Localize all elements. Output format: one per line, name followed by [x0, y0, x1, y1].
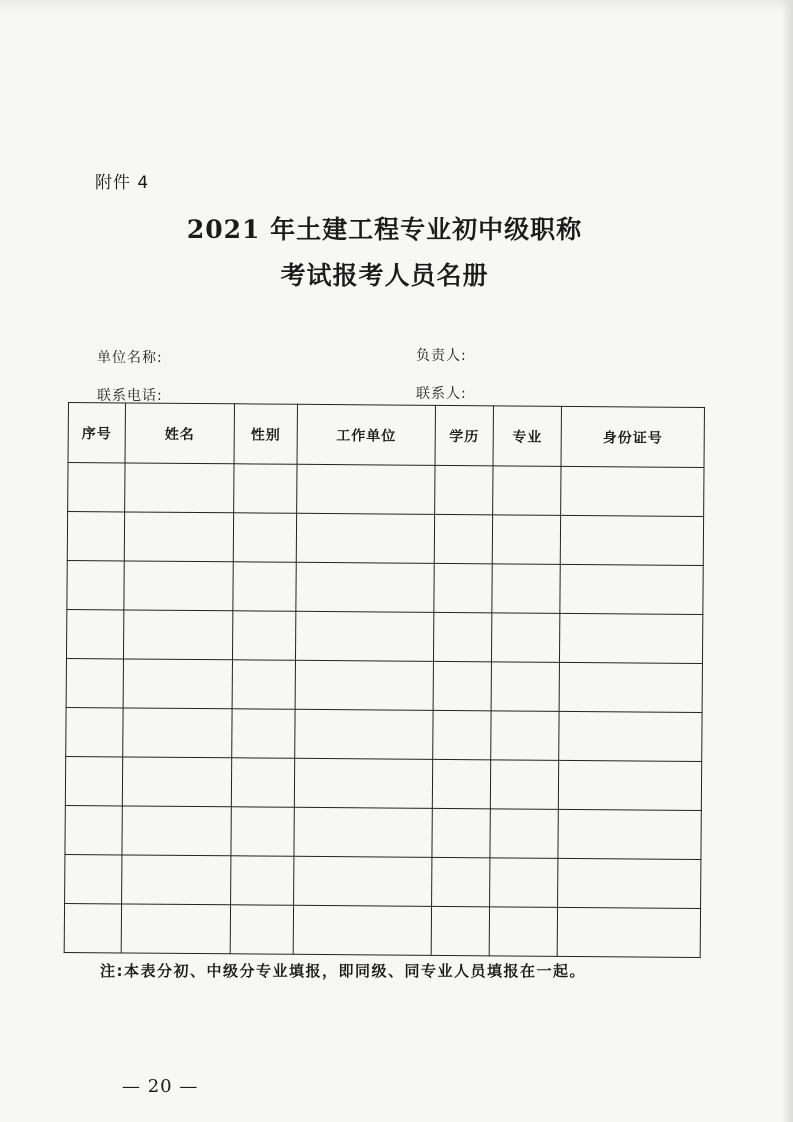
table-cell[interactable] — [492, 515, 560, 565]
table-cell[interactable] — [558, 760, 701, 810]
table-cell[interactable] — [491, 613, 559, 663]
table-cell[interactable] — [296, 562, 434, 612]
column-header: 身份证号 — [561, 406, 704, 467]
scan-edge-shadow-right — [781, 0, 793, 1122]
table-cell[interactable] — [490, 760, 558, 810]
table-cell[interactable] — [560, 564, 703, 614]
table-row — [65, 805, 701, 859]
roster-table-container — [64, 402, 710, 957]
table-cell[interactable] — [65, 756, 122, 805]
table-cell[interactable] — [231, 807, 294, 856]
table-cell[interactable] — [125, 463, 234, 513]
table-cell[interactable] — [433, 612, 491, 661]
table-cell[interactable] — [293, 905, 431, 955]
table-cell[interactable] — [559, 613, 702, 663]
table-cell[interactable] — [433, 710, 491, 759]
table-cell[interactable] — [432, 808, 490, 857]
contact-person-label: 联系人: — [416, 386, 467, 402]
page-number: — 20 — — [122, 1076, 199, 1097]
table-row — [68, 463, 704, 517]
table-cell[interactable] — [559, 662, 702, 712]
unit-name-label: 单位名称: — [97, 350, 163, 366]
table-cell[interactable] — [66, 658, 123, 707]
table-cell[interactable] — [67, 560, 124, 609]
table-cell[interactable] — [297, 464, 435, 514]
table-cell[interactable] — [434, 563, 492, 612]
table-cell[interactable] — [64, 903, 121, 952]
table-cell[interactable] — [124, 561, 233, 611]
table-cell[interactable] — [294, 856, 432, 906]
table-note: 注:本表分初、中级分专业填报，即同级、同专业人员填报在一起。 — [100, 962, 587, 980]
table-header — [68, 403, 704, 468]
table-cell[interactable] — [560, 515, 703, 565]
table-cell[interactable] — [66, 707, 123, 756]
table-body — [64, 463, 704, 958]
scan-edge-shadow — [0, 0, 793, 14]
table-cell[interactable] — [296, 513, 434, 563]
column-header: 性别 — [234, 404, 297, 464]
column-header: 工作单位 — [297, 404, 435, 465]
table-cell[interactable] — [65, 854, 122, 903]
column-header: 专业 — [493, 406, 561, 467]
table-cell[interactable] — [490, 809, 558, 859]
roster-table — [64, 402, 705, 958]
table-cell[interactable] — [490, 858, 558, 908]
column-header: 姓名 — [125, 403, 234, 464]
document-title-line-2: 考试报考人员名册 — [280, 261, 489, 290]
table-row — [66, 707, 702, 761]
table-cell[interactable] — [68, 463, 125, 512]
document-title-line-1: 2021 年土建工程专业初中级职称 — [186, 215, 583, 244]
attachment-label: 附件 4 — [95, 173, 150, 193]
table-cell[interactable] — [559, 711, 702, 761]
table-cell[interactable] — [232, 709, 295, 758]
table-cell[interactable] — [491, 662, 559, 712]
table-row — [67, 512, 703, 566]
table-row — [66, 609, 702, 663]
table-cell[interactable] — [121, 904, 230, 954]
table-cell[interactable] — [432, 857, 490, 906]
table-cell[interactable] — [294, 807, 432, 857]
table-cell[interactable] — [123, 610, 232, 660]
header-row — [68, 403, 704, 468]
table-cell[interactable] — [434, 514, 492, 563]
table-cell[interactable] — [558, 809, 701, 859]
table-cell[interactable] — [233, 562, 296, 611]
table-cell[interactable] — [233, 513, 296, 562]
table-cell[interactable] — [65, 805, 122, 854]
principal-label: 负责人: — [416, 348, 467, 364]
table-cell[interactable] — [67, 512, 124, 561]
table-cell[interactable] — [122, 855, 231, 905]
table-cell[interactable] — [295, 611, 433, 661]
table-cell[interactable] — [123, 708, 232, 758]
table-cell[interactable] — [491, 711, 559, 761]
table-cell[interactable] — [489, 907, 557, 957]
table-cell[interactable] — [294, 758, 432, 808]
contact-phone-label: 联系电话: — [97, 388, 163, 404]
table-row — [65, 756, 701, 810]
table-cell[interactable] — [234, 464, 297, 513]
table-row — [64, 903, 700, 957]
table-cell[interactable] — [123, 659, 232, 709]
table-cell[interactable] — [557, 907, 700, 957]
table-cell[interactable] — [432, 759, 490, 808]
table-cell[interactable] — [122, 806, 231, 856]
table-cell[interactable] — [66, 609, 123, 658]
table-cell[interactable] — [230, 905, 293, 954]
table-cell[interactable] — [433, 661, 491, 710]
table-cell[interactable] — [558, 858, 701, 908]
table-row — [67, 560, 703, 614]
table-cell[interactable] — [493, 466, 561, 516]
table-cell[interactable] — [231, 856, 294, 905]
table-cell[interactable] — [492, 564, 560, 614]
table-cell[interactable] — [124, 512, 233, 562]
table-cell[interactable] — [232, 611, 295, 660]
table-cell[interactable] — [295, 660, 433, 710]
table-cell[interactable] — [295, 709, 433, 759]
column-header: 序号 — [68, 403, 125, 463]
column-header: 学历 — [435, 405, 493, 465]
table-cell[interactable] — [122, 757, 231, 807]
table-cell[interactable] — [435, 465, 493, 514]
table-cell[interactable] — [561, 466, 704, 516]
table-cell[interactable] — [231, 758, 294, 807]
table-row — [66, 658, 702, 712]
table-cell[interactable] — [232, 660, 295, 709]
table-cell[interactable] — [431, 906, 489, 955]
table-row — [65, 854, 701, 908]
